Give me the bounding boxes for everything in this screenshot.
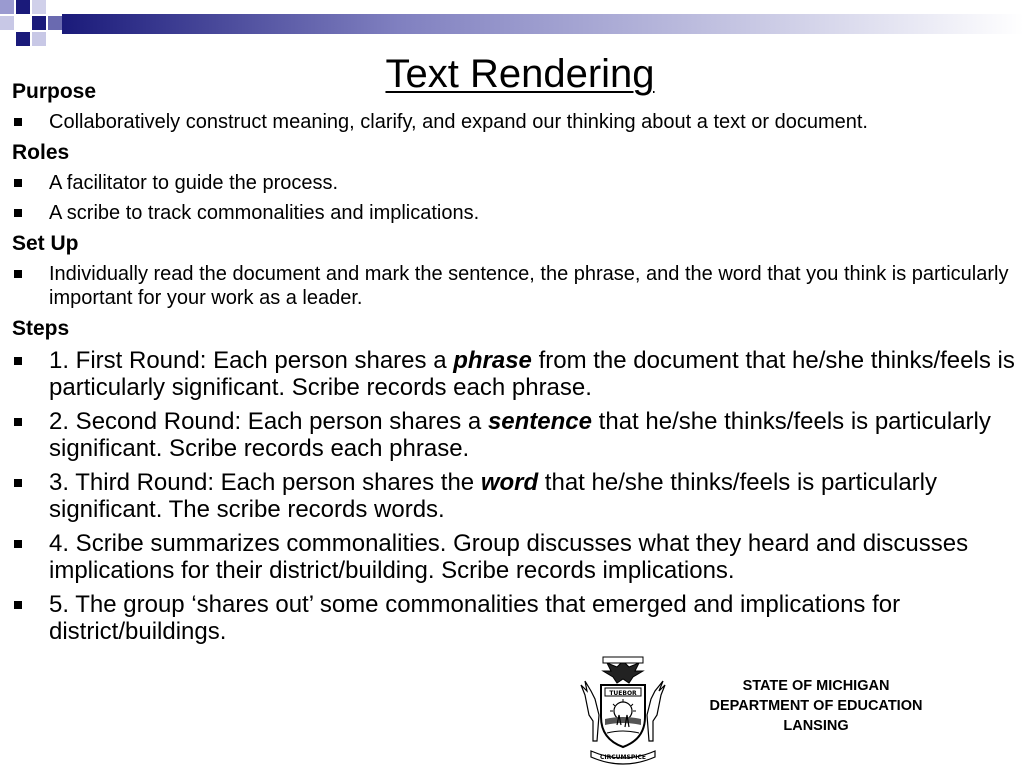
slide-body [12,79,1016,652]
deco-square [16,16,30,30]
step-item [12,469,1016,523]
step-item [12,347,1016,401]
deco-square [16,32,30,46]
heading-purpose: Purpose [12,80,97,103]
heading-steps: Steps [12,317,70,340]
step-text: 4. Scribe summarizes commonalities. Group discusses what they heard and discusses implications for their district/building. Scribe records implications. [49,530,969,584]
agency-line: LANSING [783,718,849,734]
slide-title: Text Rendering [385,52,655,96]
seal-icon [577,655,669,765]
step-text: 3. Third Round: Each person shares the [49,469,481,496]
deco-square [48,0,62,14]
step-text: 2. Second Round: Each person shares a [49,408,488,435]
bullet-item: A facilitator to guide the process. [12,171,1016,195]
deco-square [0,0,14,14]
bullet-item: A scribe to track commonalities and implications. [12,201,1016,225]
step-emphasis: phrase [453,347,532,374]
bullet-item: Individually read the document and mark the sentence, the phrase, and the word that you think is particularly important for your work as a leader. [12,262,1016,310]
step-item [12,408,1016,462]
agency-line: STATE OF MICHIGAN [742,678,890,694]
header-gradient-band [62,14,1024,34]
step-item [12,591,1016,645]
seal-bottom-text: CIRCUMSPICE [600,754,646,761]
deco-square [32,32,46,46]
header-decoration [0,0,1024,60]
bullet-item: Collaboratively construct meaning, clarify, and expand our thinking about a text or document. [12,110,1016,134]
step-emphasis: word [480,469,539,496]
step-text: that he/she thinks/feels is particularly significant. Scribe records each phrase. [49,408,991,462]
step-text: that he/she thinks/feels is particularly significant. The scribe records words. [49,469,937,523]
agency-name [678,676,954,736]
step-text: from the document that he/she thinks/feels is particularly significant. Scribe records each phrase. [49,347,1015,401]
deco-square [0,16,14,30]
step-emphasis: sentence [487,408,593,435]
agency-line: DEPARTMENT OF EDUCATION [709,698,923,714]
state-seal [577,655,669,765]
deco-square [32,16,46,30]
step-item [12,530,1016,584]
step-text: 5. The group ‘shares out’ some commonalities that emerged and implications for district/buildings. [49,591,901,645]
heading-roles: Roles [12,141,70,164]
deco-square [32,0,46,14]
step-text: 1. First Round: Each person shares a [49,347,454,374]
deco-square [16,0,30,14]
seal-top-text: TUEBOR [609,690,637,697]
deco-square [48,16,62,30]
heading-setup: Set Up [12,232,79,255]
